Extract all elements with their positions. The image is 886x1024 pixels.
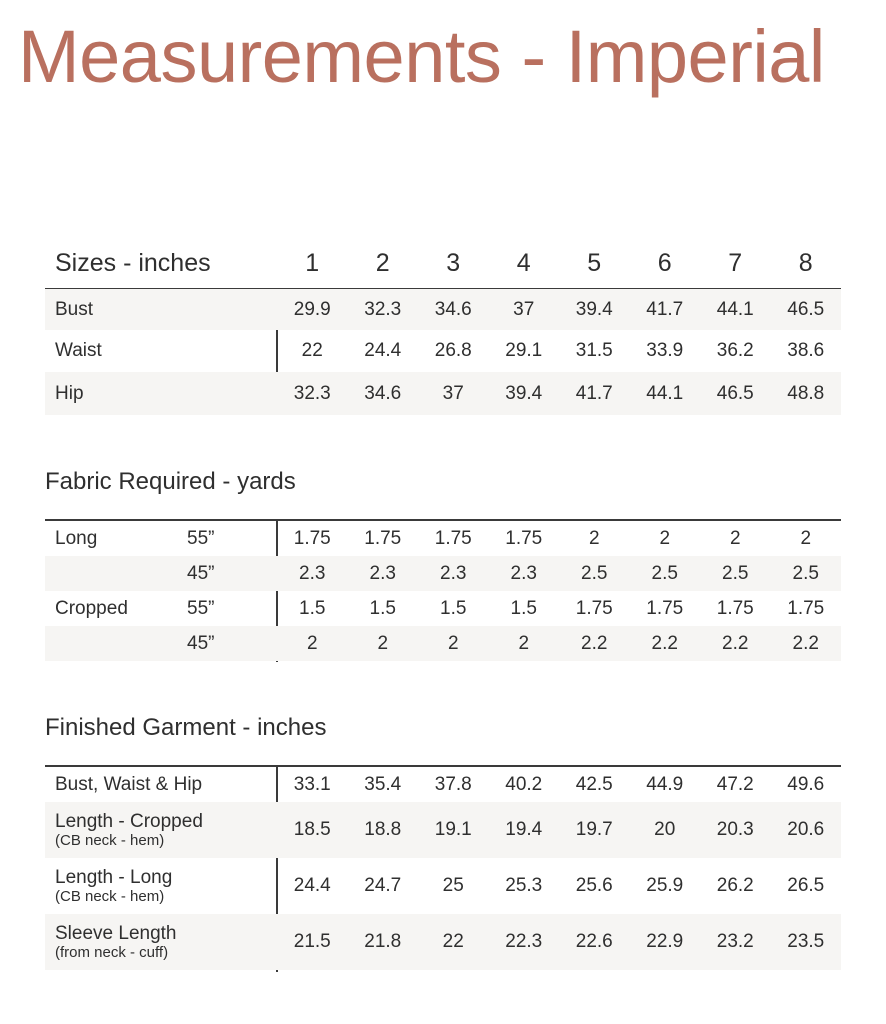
- table-cell: 46.5: [716, 382, 754, 404]
- table-cell: 49.6: [787, 773, 825, 795]
- row-label: [55, 330, 102, 372]
- table-cell: 1.75: [646, 597, 684, 619]
- table-cell: 2.3: [299, 562, 326, 584]
- table-cell: 2: [800, 527, 812, 549]
- table-cell: 1.5: [299, 597, 326, 619]
- size-header-cell: 3: [446, 248, 461, 277]
- table-cell: 2.2: [651, 632, 678, 654]
- size-header-cell: 2: [375, 248, 390, 277]
- row-values: [277, 767, 841, 802]
- table-cell: 1.5: [440, 597, 467, 619]
- table-row: [45, 626, 841, 661]
- table-cell: 2: [729, 527, 741, 549]
- table-cell: 25.9: [646, 875, 684, 896]
- table-cell: 24.7: [364, 875, 402, 896]
- table-cell: 1.75: [364, 527, 402, 549]
- row-values: [277, 626, 841, 661]
- table-cell: 1.75: [716, 597, 754, 619]
- table-cell: 18.8: [364, 819, 402, 840]
- table-cell: 26.8: [434, 340, 472, 361]
- table-cell: 2.2: [792, 632, 819, 654]
- row-values: [277, 521, 841, 556]
- table-cell: 2.3: [510, 562, 537, 584]
- row-label-text: Sleeve Length: [55, 922, 177, 944]
- sizes-body: [45, 289, 841, 415]
- table-cell: 33.1: [293, 773, 331, 795]
- sizes-header-row: [45, 238, 841, 288]
- table-cell: 20.6: [787, 819, 825, 840]
- page-title: Measurements - Imperial: [18, 15, 825, 98]
- table-cell: 33.9: [646, 340, 684, 361]
- row-label-text: Long: [55, 527, 98, 549]
- table-cell: 48.8: [787, 382, 825, 404]
- table-cell: 20: [654, 819, 676, 840]
- table-cell: 2: [447, 632, 459, 654]
- row-label-text: Length - Cropped: [55, 810, 203, 832]
- size-header-cell: 1: [305, 248, 320, 277]
- row-label-text: Bust: [55, 298, 94, 320]
- table-cell: 44.1: [646, 382, 684, 404]
- table-cell: 2.5: [651, 562, 678, 584]
- row-label-text: Cropped: [55, 597, 128, 619]
- table-cell: 22.3: [505, 931, 543, 952]
- table-cell: 19.7: [575, 819, 613, 840]
- table-cell: 46.5: [787, 298, 825, 320]
- row-values: [277, 802, 841, 858]
- table-row: [45, 372, 841, 415]
- fabric-width-label: 45”: [187, 562, 215, 584]
- table-cell: 37: [442, 382, 464, 404]
- table-cell: 22.6: [575, 931, 613, 952]
- table-row: [45, 289, 841, 330]
- row-label: [55, 289, 93, 330]
- row-label: [55, 802, 203, 858]
- garment-section-title: Finished Garment - inches: [45, 714, 327, 741]
- table-cell: 19.4: [505, 819, 543, 840]
- row-label-text: Bust, Waist & Hip: [55, 773, 203, 795]
- table-cell: 19.1: [434, 819, 472, 840]
- table-cell: 1.75: [505, 527, 543, 549]
- table-cell: 2.2: [581, 632, 608, 654]
- row-sublabel: (from neck - cuff): [55, 943, 169, 961]
- table-cell: 2: [659, 527, 671, 549]
- table-cell: 2.5: [722, 562, 749, 584]
- table-cell: 18.5: [293, 819, 331, 840]
- table-cell: 25.3: [505, 875, 543, 896]
- table-cell: 39.4: [575, 298, 613, 320]
- table-cell: 2.3: [440, 562, 467, 584]
- size-header-cell: 7: [728, 248, 743, 277]
- table-cell: 42.5: [575, 773, 613, 795]
- row-label-text: Length - Long: [55, 866, 173, 888]
- table-cell: 25.6: [575, 875, 613, 896]
- table-cell: 26.2: [716, 875, 754, 896]
- table-cell: 34.6: [434, 298, 472, 320]
- size-header-cell: 6: [657, 248, 672, 277]
- table-cell: 37.8: [434, 773, 472, 795]
- table-cell: 2.5: [792, 562, 819, 584]
- sizes-header-label: Sizes - inches: [55, 248, 211, 277]
- table-cell: 44.9: [646, 773, 684, 795]
- table-cell: 32.3: [364, 298, 402, 320]
- table-row: [45, 591, 841, 626]
- row-label-text: Waist: [55, 340, 102, 362]
- table-cell: 1.75: [787, 597, 825, 619]
- row-values: [277, 556, 841, 591]
- row-label-text: Hip: [55, 382, 84, 404]
- table-row: [45, 914, 841, 970]
- table-cell: 1.5: [369, 597, 396, 619]
- table-row: [45, 802, 841, 858]
- row-label: [55, 767, 202, 802]
- fabric-width-label: 55”: [187, 527, 215, 549]
- table-row: [45, 521, 841, 556]
- table-cell: 37: [513, 298, 535, 320]
- table-cell: 40.2: [505, 773, 543, 795]
- fabric-body: [45, 521, 841, 661]
- table-cell: 22.9: [646, 931, 684, 952]
- table-cell: 1.75: [434, 527, 472, 549]
- row-label: [55, 591, 128, 626]
- row-values: [277, 591, 841, 626]
- row-label: [55, 372, 84, 415]
- row-label: [55, 858, 172, 914]
- fabric-width-label: 45”: [187, 632, 215, 654]
- table-cell: 41.7: [646, 298, 684, 320]
- table-cell: 2.2: [722, 632, 749, 654]
- table-row: [45, 556, 841, 591]
- row-label: [55, 914, 177, 970]
- size-header-cell: 5: [587, 248, 602, 277]
- garment-body: [45, 767, 841, 970]
- fabric-width-label: 55”: [187, 597, 215, 619]
- table-cell: 2: [306, 632, 318, 654]
- table-cell: 1.75: [575, 597, 613, 619]
- table-cell: 20.3: [716, 819, 754, 840]
- row-values: [277, 330, 841, 372]
- table-cell: 24.4: [364, 340, 402, 361]
- table-cell: 29.9: [293, 298, 331, 320]
- row-values: [277, 372, 841, 415]
- size-header-cell: 4: [516, 248, 531, 277]
- table-cell: 2.3: [369, 562, 396, 584]
- table-cell: 23.5: [787, 931, 825, 952]
- table-cell: 24.4: [293, 875, 331, 896]
- table-cell: 26.5: [787, 875, 825, 896]
- table-cell: 1.75: [293, 527, 331, 549]
- table-cell: 29.1: [505, 340, 543, 361]
- row-sublabel: (CB neck - hem): [55, 831, 165, 849]
- table-cell: 21.8: [364, 931, 402, 952]
- sizes-table: [45, 238, 841, 404]
- table-cell: 44.1: [716, 298, 754, 320]
- table-cell: 1.5: [510, 597, 537, 619]
- table-cell: 36.2: [716, 340, 754, 361]
- table-cell: 39.4: [505, 382, 543, 404]
- row-values: [277, 858, 841, 914]
- size-header-cell: 8: [798, 248, 813, 277]
- table-row: [45, 767, 841, 802]
- table-cell: 21.5: [293, 931, 331, 952]
- table-row: [45, 858, 841, 914]
- fabric-section-title: Fabric Required - yards: [45, 468, 296, 495]
- table-cell: 25: [442, 875, 464, 896]
- table-cell: 2: [588, 527, 600, 549]
- table-cell: 41.7: [575, 382, 613, 404]
- table-cell: 2: [377, 632, 389, 654]
- row-sublabel: (CB neck - hem): [55, 887, 165, 905]
- table-cell: 32.3: [293, 382, 331, 404]
- table-cell: 35.4: [364, 773, 402, 795]
- table-cell: 31.5: [575, 340, 613, 361]
- table-cell: 2: [518, 632, 530, 654]
- table-cell: 47.2: [716, 773, 754, 795]
- table-row: [45, 330, 841, 372]
- table-cell: 38.6: [787, 340, 825, 361]
- table-cell: 34.6: [364, 382, 402, 404]
- size-header-cells: [277, 238, 841, 288]
- table-cell: 2.5: [581, 562, 608, 584]
- table-cell: 22: [442, 931, 464, 952]
- table-cell: 22: [301, 340, 323, 361]
- row-values: [277, 289, 841, 330]
- row-label: [55, 521, 97, 556]
- table-cell: 23.2: [716, 931, 754, 952]
- row-values: [277, 914, 841, 970]
